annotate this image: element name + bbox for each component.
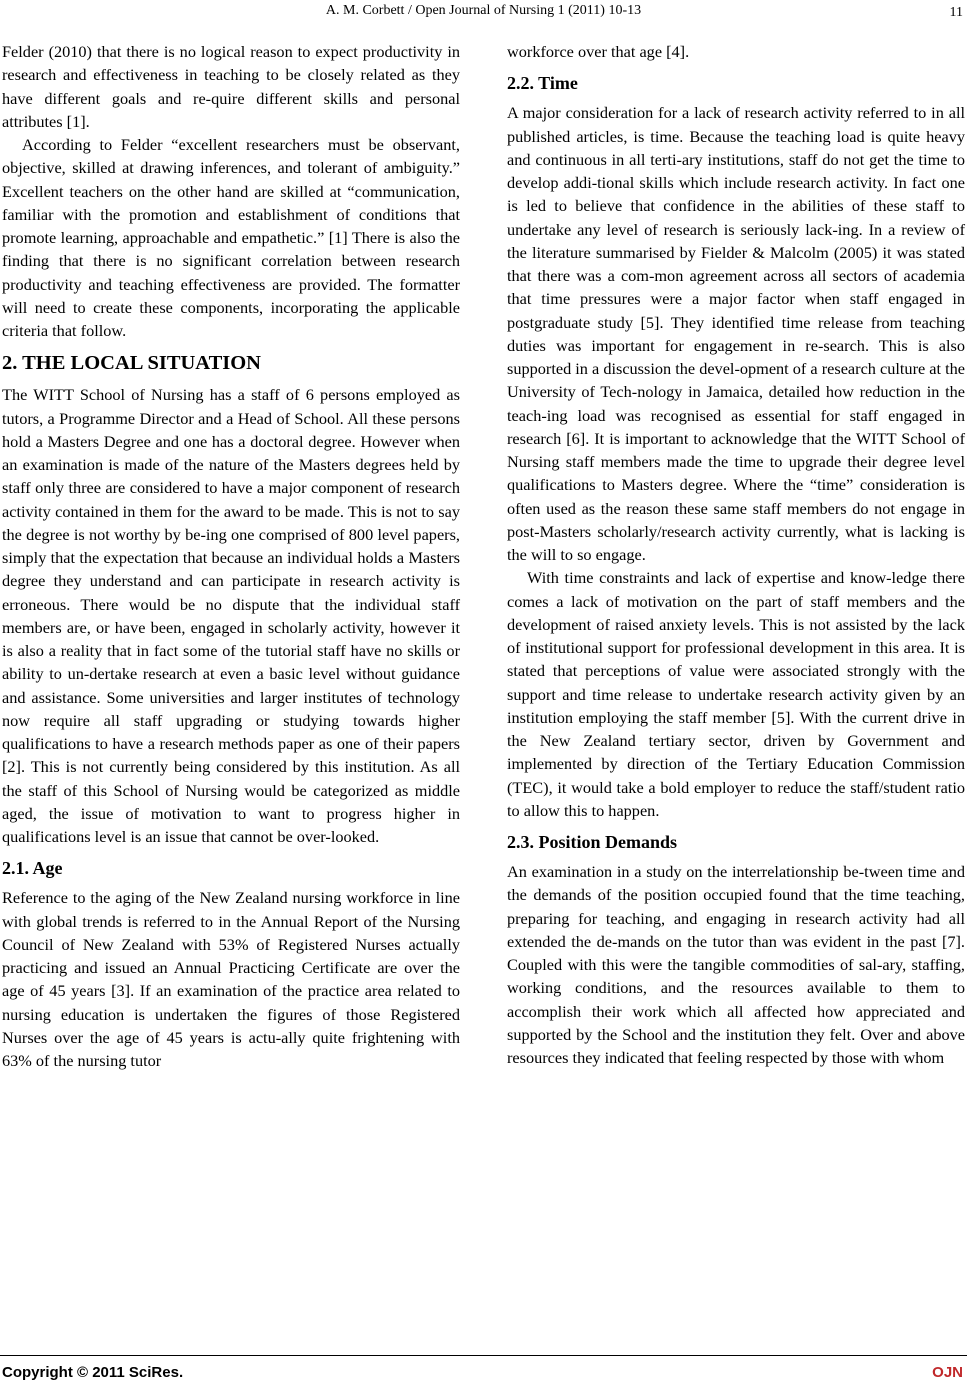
copyright-notice: Copyright © 2011 SciRes.	[2, 1364, 184, 1381]
paragraph: Felder (2010) that there is no logical reason to expect productivity in research and effectiveness in teaching to be closely related as they have different goals and re-quire different skills and personal attributes [1].	[2, 42, 460, 131]
paragraph: workforce over that age [4].	[507, 42, 690, 61]
paragraph: With time constraints and lack of expertise and know-ledge there comes a lack of motivation on the part of staff members and the development of raised anxiety levels. This is not assisted by the lack of institutional support for professional development in this area. It is stated that perceptions of value were associated strongly with the support and time release to undertake research activity given by an institution employing the staff member [5]. With the current drive in the New Zealand tertiary sector, driven by Government and implemented by direction of the Tertiary Education Commission (TEC), it would take a bold employer to reduce the staff/student ratio to allow this to happen.	[507, 568, 965, 820]
section-heading: 2. THE LOCAL SITUATION	[2, 352, 261, 375]
paragraph: An examination in a study on the interrelationship be-tween time and the demands of the position occupied found that the time teaching, preparing for teaching, and engaging in research activity had all extended the de-mands on the tutor than was evident in the past [7]. Coupled with this were the tangible commodities of sal-ary, staffing, working conditions, and the resources available to them to accomplish their work which all affected how appreciated and supported by the School and the institution they felt. Over and above resources they indicated that feeling respected by those with whom	[507, 862, 965, 1067]
paragraph: A major consideration for a lack of research activity referred to in all published articles, is time. Because the teaching load is quite heavy and continuous in all terti-ary institutions, staff do not get the time to develop addi-tional skills which include research activity. In fact one is led to believe that confidence in the abilities of these staff to undertake any level of research is seriously lack-ing. In a review of the literature summarised by Fielder & Malcolm (2005) it was stated that there was a com-mon agreement across all sectors of academia that time pressures were a major factor when staff engaged in postgraduate study [5]. They identified time release from teaching duties was important for engagement in re-search. This is also supported in a discussion the devel-opment of a research culture at the University of Tech-nology in Jamaica, detailed how reduction in the teach-ing load was recognised as essential for staff engaged in research [6]. It is important to acknowledge that the WITT School of Nursing staff members made the time to upgrade their degree level qualifications to Masters degree. Where the “time” consideration is often used as the reason these same staff members do not engage in post-Masters scholarly/research activity currently, what is lacking is the will to so engage.	[507, 103, 965, 564]
running-title: A. M. Corbett / Open Journal of Nursing 1 (2011) 10-13	[325, 3, 642, 18]
paragraph: The WITT School of Nursing has a staff of 6 persons employed as tutors, a Programme Director and a Head of School. All these persons hold a Masters Degree and one has a doctoral degree. However when an examination is made of the nature of the Masters degrees held by staff only three are considered to have a major component of research activity contained in them for the award to be made. This is not to say the degree is not worthy by be-ing one comprised of 800 level papers, simply that the expectation that because an individual holds a Masters degree they understand and can participate in research activity is erroneous. There would be no dispute that the individual staff members are, or have been, engaged in scholarly activity, however it is also a reality that in fact some of the tutorial staff have no skills or ability to un-dertake research at even a basic level without guidance and assistance. Some universities and larger institutes of technology now require all staff upgrading or studying towards higher qualifications to have a research methods paper as one of their papers [2]. This is not currently being considered by this institution. As all the staff of this School of Nursing would be categorized as middle aged, the issue of motivation to want to progress higher in qualifications level is an issue that cannot be over-looked.	[2, 385, 460, 846]
right-column	[507, 40, 965, 1069]
paragraph: Reference to the aging of the New Zealand nursing workforce in line with global trends is referred to in the Annual Report of the Nursing Council of New Zealand with 53% of Registered Nurses actually practicing and issued an Annual Practicing Certificate are over the age of 45 years [3]. If an examination of the practice area related to nursing education is undertaken the figures of those Registered Nurses over the age of 45 years is actu-ally quite frightening with 63% of the nursing tutor	[2, 888, 460, 1070]
subsection-heading: 2.1. Age	[2, 858, 63, 879]
paragraph: According to Felder “excellent researchers must be observant, objective, skilled at drawing inferences, and tolerant of ambiguity.” Excellent teachers on the other hand are skilled at “communication, familiar with the promotion and establishment of conditions that promote learning, approachable and empathetic.” [1] There is also the finding that there is no significant correlation between research productivity and teaching effectiveness are provided. The formatter will need to create these components, incorporating the applicable criteria that follow.	[2, 135, 460, 340]
subsection-heading: 2.2. Time	[507, 73, 578, 94]
journal-abbreviation: OJN	[932, 1364, 963, 1381]
page-header	[0, 2, 967, 24]
left-column	[2, 40, 460, 1072]
footer-rule	[0, 1355, 967, 1356]
subsection-heading: 2.3. Position Demands	[507, 832, 678, 852]
page-number: 11	[949, 5, 963, 20]
